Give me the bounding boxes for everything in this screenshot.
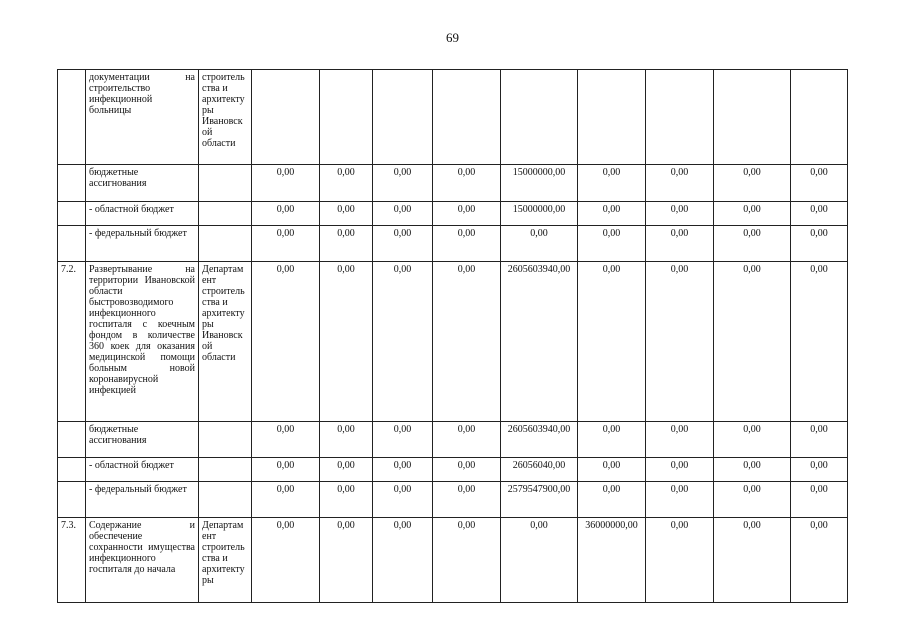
table-row: [58, 165, 848, 202]
value-cell: 0,00: [791, 165, 848, 202]
value-cell: 0,00: [578, 458, 646, 482]
row-index-cell: [58, 226, 86, 262]
executor-cell: [199, 165, 252, 202]
value-cell: 0,00: [320, 518, 373, 603]
value-cell: 0,00: [433, 458, 501, 482]
value-cell: 0,00: [714, 226, 791, 262]
value-cell: 0,00: [714, 458, 791, 482]
value-cell: 0,00: [373, 518, 433, 603]
value-cell: 0,00: [578, 202, 646, 226]
value-cell: 0,00: [791, 482, 848, 518]
row-name-cell: - федеральный бюджет: [86, 226, 199, 262]
value-cell: [714, 70, 791, 165]
executor-cell: строитель ства и архитекту ры Ивановск ой области: [199, 70, 252, 165]
row-index-cell: [58, 482, 86, 518]
value-cell: 0,00: [646, 518, 714, 603]
row-name-cell: Содержание и обеспечение сохранности имущества инфекционного госпиталя до начала: [86, 518, 199, 603]
value-cell: 0,00: [373, 202, 433, 226]
executor-cell: [199, 202, 252, 226]
value-cell: 0,00: [646, 482, 714, 518]
value-cell: 0,00: [501, 226, 578, 262]
row-name-cell: - областной бюджет: [86, 458, 199, 482]
value-cell: 0,00: [320, 202, 373, 226]
value-cell: 0,00: [373, 458, 433, 482]
value-cell: 0,00: [373, 482, 433, 518]
executor-cell: Департам ент строитель ства и архитекту ры: [199, 518, 252, 603]
value-cell: 0,00: [320, 422, 373, 458]
table-row: [58, 482, 848, 518]
value-cell: 0,00: [252, 226, 320, 262]
value-cell: 0,00: [714, 262, 791, 422]
executor-cell: [199, 226, 252, 262]
value-cell: [646, 70, 714, 165]
table-row: [58, 262, 848, 422]
table-row: [58, 518, 848, 603]
page-number: 69: [446, 30, 459, 45]
value-cell: 0,00: [433, 165, 501, 202]
value-cell: 0,00: [252, 202, 320, 226]
value-cell: 0,00: [433, 202, 501, 226]
value-cell: [320, 70, 373, 165]
value-cell: 15000000,00: [501, 202, 578, 226]
value-cell: 0,00: [252, 165, 320, 202]
executor-cell: [199, 458, 252, 482]
value-cell: [373, 70, 433, 165]
row-name-cell: бюджетные ассигнования: [86, 165, 199, 202]
value-cell: 0,00: [320, 165, 373, 202]
row-name-cell: документации на строительство инфекционной больницы: [86, 70, 199, 165]
value-cell: 0,00: [714, 165, 791, 202]
value-cell: 0,00: [373, 165, 433, 202]
value-cell: 2605603940,00: [501, 422, 578, 458]
row-index-cell: 7.2.: [58, 262, 86, 422]
value-cell: 0,00: [791, 202, 848, 226]
value-cell: 0,00: [791, 458, 848, 482]
value-cell: 0,00: [373, 422, 433, 458]
row-index-cell: [58, 202, 86, 226]
value-cell: 0,00: [578, 482, 646, 518]
value-cell: 0,00: [714, 422, 791, 458]
value-cell: 0,00: [433, 518, 501, 603]
value-cell: 0,00: [646, 262, 714, 422]
executor-cell: [199, 482, 252, 518]
value-cell: 0,00: [433, 422, 501, 458]
value-cell: 0,00: [791, 422, 848, 458]
value-cell: 2605603940,00: [501, 262, 578, 422]
value-cell: 0,00: [578, 226, 646, 262]
row-name-cell: Развертывание на территории Ивановской области быстровозводимого инфекционного госпиталя с коечным фондом в количестве 360 коек для оказания медицинской помощи больным новой коронавирусной инфекцией: [86, 262, 199, 422]
executor-cell: Департам ент строитель ства и архитекту ры Ивановск ой области: [199, 262, 252, 422]
value-cell: 0,00: [791, 262, 848, 422]
value-cell: 0,00: [433, 226, 501, 262]
row-index-cell: [58, 165, 86, 202]
row-name-cell: - федеральный бюджет: [86, 482, 199, 518]
value-cell: 0,00: [373, 262, 433, 422]
row-name-cell: бюджетные ассигнования: [86, 422, 199, 458]
value-cell: 26056040,00: [501, 458, 578, 482]
row-index-cell: [58, 458, 86, 482]
value-cell: 0,00: [646, 165, 714, 202]
value-cell: 0,00: [578, 165, 646, 202]
value-cell: 0,00: [252, 518, 320, 603]
value-cell: 0,00: [791, 226, 848, 262]
value-cell: 0,00: [646, 202, 714, 226]
value-cell: 0,00: [578, 422, 646, 458]
value-cell: 0,00: [320, 482, 373, 518]
budget-table: [57, 69, 848, 603]
value-cell: 0,00: [252, 482, 320, 518]
value-cell: 2579547900,00: [501, 482, 578, 518]
value-cell: 0,00: [433, 482, 501, 518]
value-cell: 0,00: [252, 458, 320, 482]
value-cell: [578, 70, 646, 165]
table-row: [58, 458, 848, 482]
value-cell: 0,00: [714, 482, 791, 518]
value-cell: 0,00: [373, 226, 433, 262]
value-cell: 0,00: [714, 202, 791, 226]
value-cell: [501, 70, 578, 165]
value-cell: 0,00: [714, 518, 791, 603]
value-cell: 0,00: [320, 226, 373, 262]
row-index-cell: 7.3.: [58, 518, 86, 603]
executor-cell: [199, 422, 252, 458]
row-index-cell: [58, 422, 86, 458]
value-cell: 0,00: [791, 518, 848, 603]
table-row: [58, 70, 848, 165]
value-cell: 0,00: [320, 262, 373, 422]
value-cell: [791, 70, 848, 165]
value-cell: 0,00: [252, 422, 320, 458]
value-cell: 15000000,00: [501, 165, 578, 202]
value-cell: [252, 70, 320, 165]
value-cell: 0,00: [646, 422, 714, 458]
value-cell: 0,00: [252, 262, 320, 422]
table-row: [58, 226, 848, 262]
value-cell: 0,00: [433, 262, 501, 422]
row-name-cell: - областной бюджет: [86, 202, 199, 226]
value-cell: 0,00: [501, 518, 578, 603]
value-cell: 0,00: [578, 262, 646, 422]
value-cell: [433, 70, 501, 165]
value-cell: 0,00: [646, 458, 714, 482]
value-cell: 36000000,00: [578, 518, 646, 603]
value-cell: 0,00: [646, 226, 714, 262]
row-index-cell: [58, 70, 86, 165]
table-row: [58, 422, 848, 458]
table-row: [58, 202, 848, 226]
value-cell: 0,00: [320, 458, 373, 482]
